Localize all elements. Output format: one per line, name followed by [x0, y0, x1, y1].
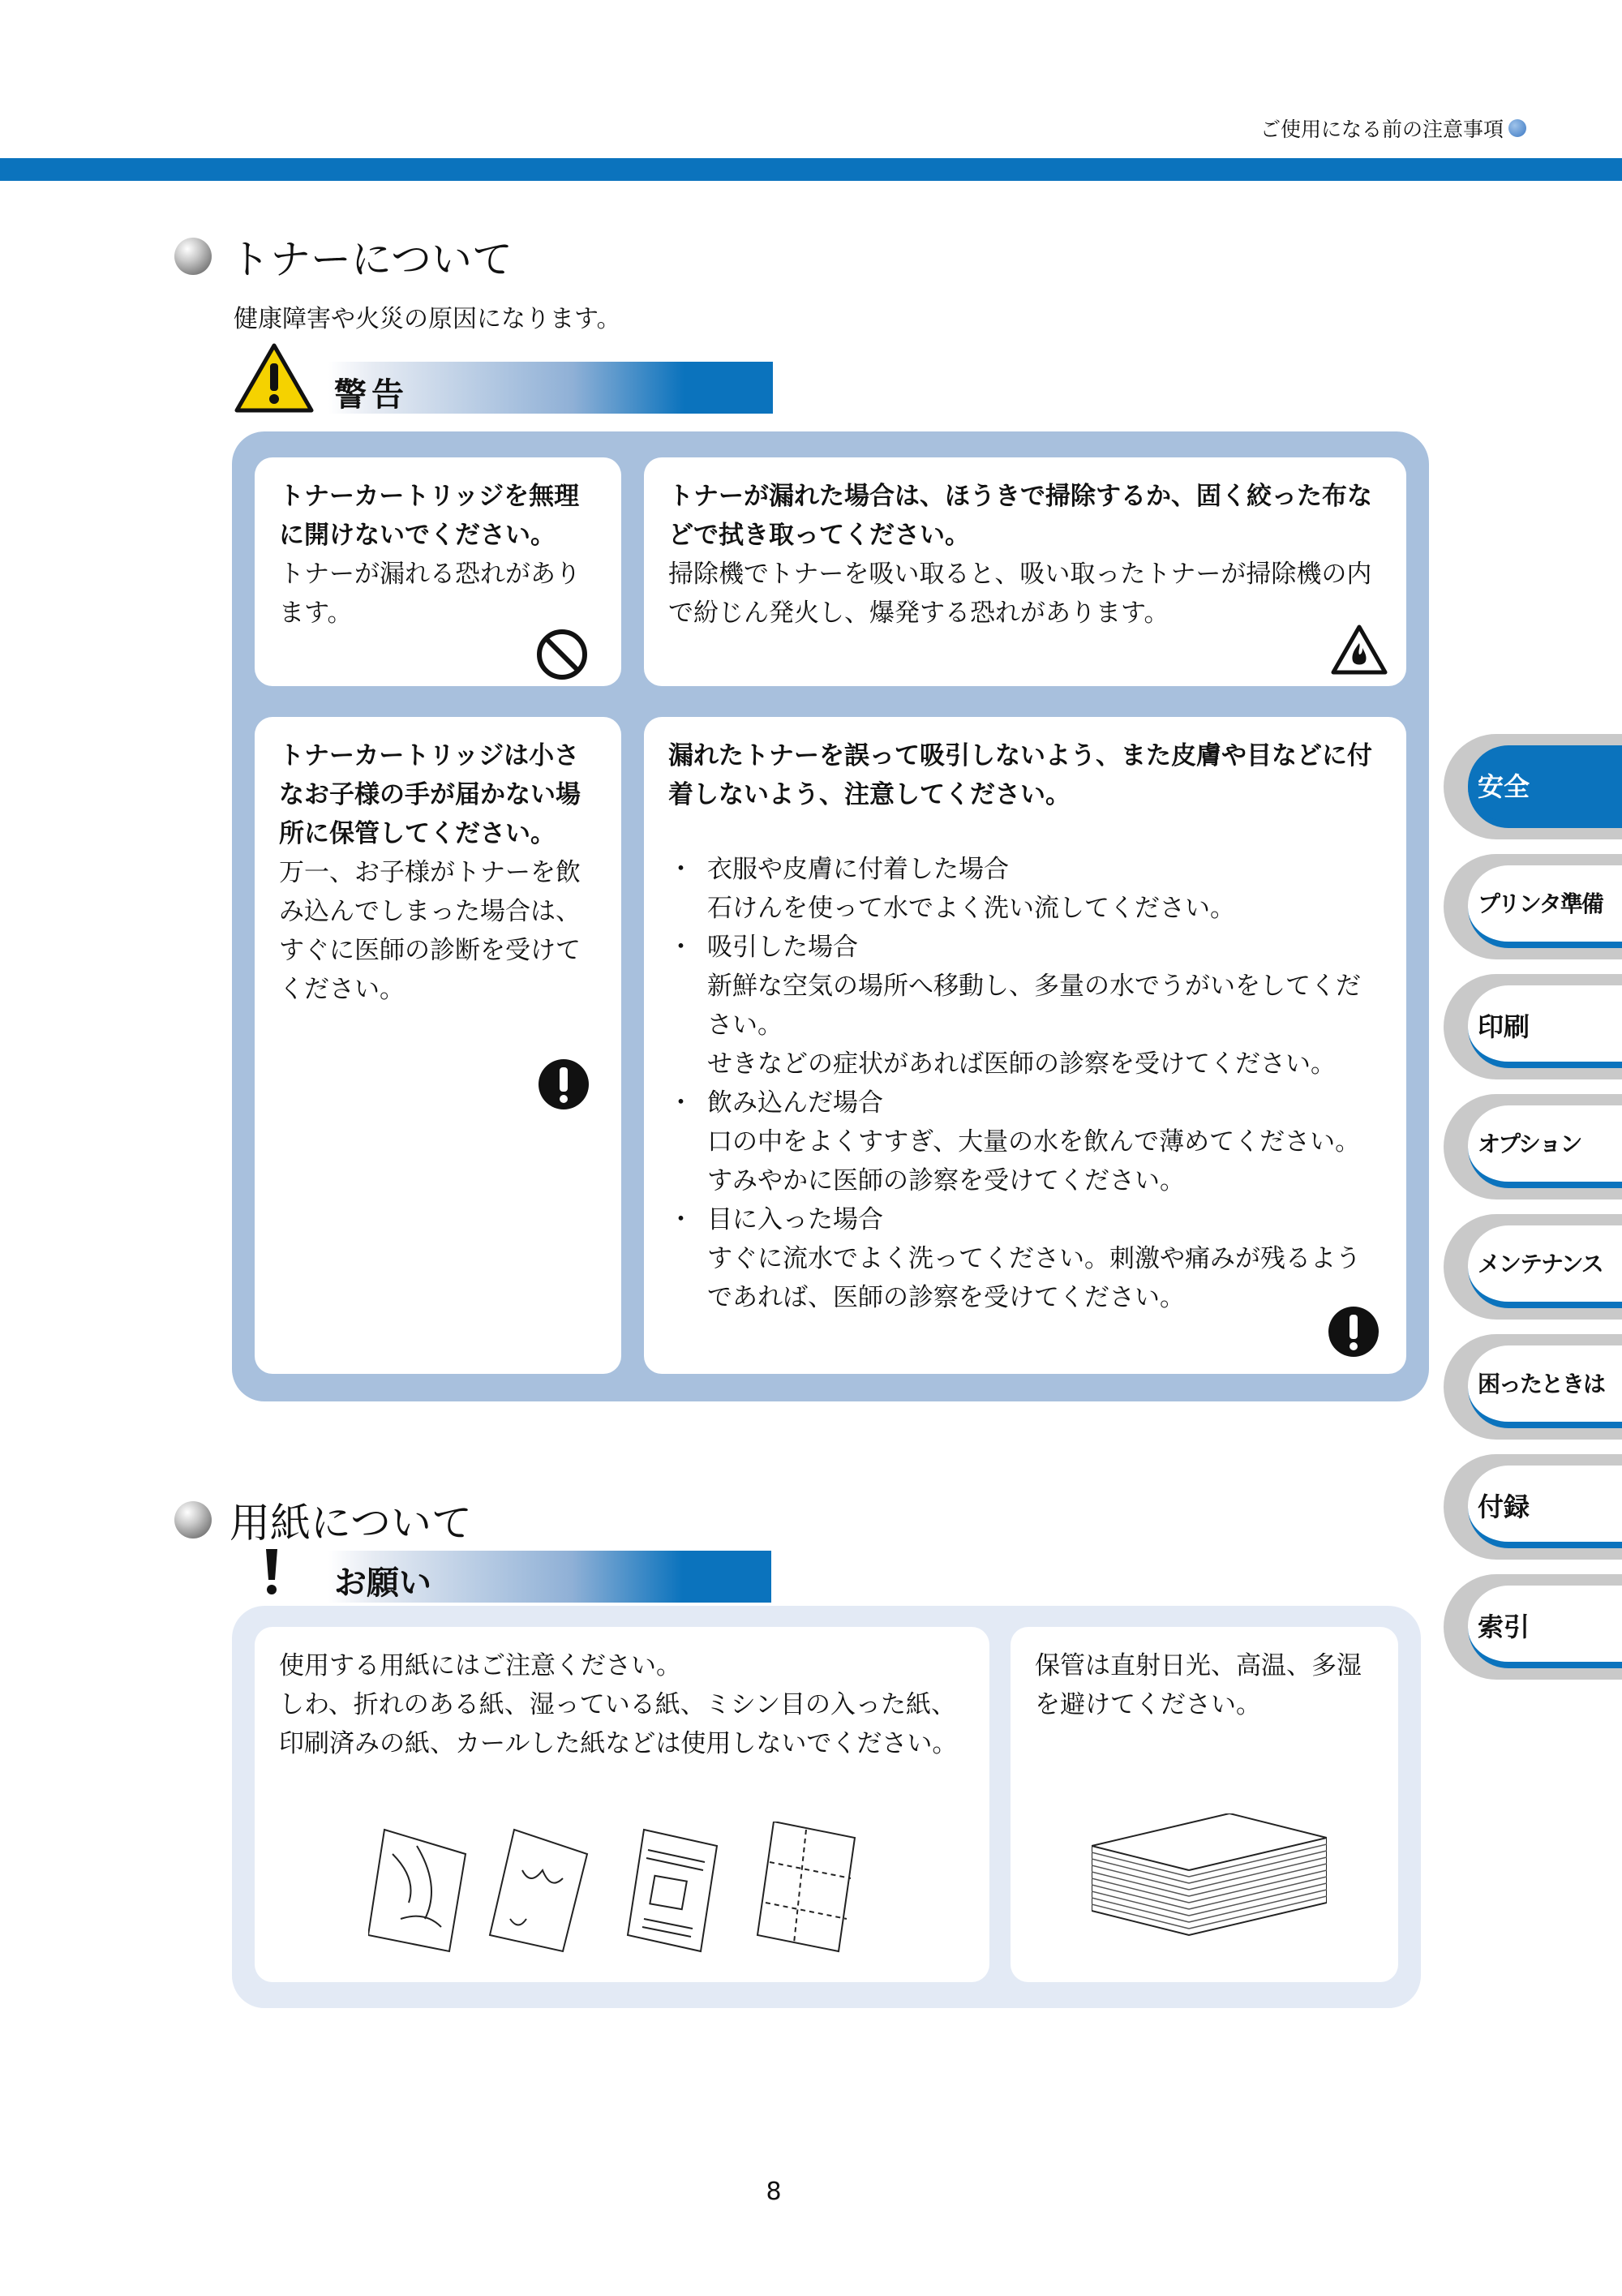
bullet: ・ [668, 855, 693, 884]
bullet: ・ [668, 933, 693, 962]
list-item-head: 飲み込んだ場合 [707, 1088, 883, 1118]
tab-safety[interactable] [1444, 734, 1622, 839]
header-dot-icon [1508, 119, 1526, 137]
tab-index[interactable] [1444, 1574, 1622, 1680]
tab-appendix[interactable] [1444, 1454, 1622, 1560]
paper-card-1 [255, 1627, 989, 1982]
bullet-ball-icon [174, 1501, 212, 1539]
exclamation-icon [261, 1547, 282, 1596]
paper-card-1-text2: しわ、折れのある紙、湿っている紙、ミシン目の入った紙、印刷済みの紙、カールした紙などは使用しないでください。 [279, 1690, 958, 1758]
list-item-line: 新鮮な空気の場所へ移動し、多量の水でうがいをしてください。 [707, 972, 1361, 1040]
paper-card-2-text1: 保管は直射日光、高温、多湿を避けてください。 [1035, 1651, 1362, 1719]
toner-title: トナーについて [230, 236, 513, 283]
tab-label: 印刷 [1478, 1011, 1530, 1042]
tab-options[interactable] [1444, 1094, 1622, 1199]
paper-stack-illustration [1092, 1813, 1327, 1943]
list-item-head: 目に入った場合 [707, 1205, 883, 1234]
tab-label: プリンタ準備 [1478, 891, 1603, 917]
tab-maintenance[interactable] [1444, 1214, 1622, 1320]
toner-first-aid-list [668, 850, 1382, 1317]
toner-card-1-bold: トナーカートリッジを無理に開けないでください。 [279, 482, 580, 550]
tab-label: 付録 [1478, 1491, 1530, 1522]
bullet-ball-icon [174, 238, 212, 275]
toner-card-4-bold: 漏れたトナーを誤って吸引しないよう、また皮膚や目などに付着しないよう、注意してください。 [668, 741, 1372, 809]
mandatory-icon [537, 1058, 590, 1111]
list-item [668, 1084, 1382, 1200]
list-item-head: 衣服や皮膚に付着した場合 [707, 855, 1009, 884]
page-number: 8 [766, 2178, 782, 2206]
toner-subtitle: 健康障害や火災の原因になります。 [234, 305, 621, 333]
header-title [1260, 114, 1526, 143]
paper-title: 用紙について [230, 1500, 472, 1547]
toner-card-3 [255, 717, 621, 1374]
toner-card-3-bold: トナーカートリッジは小さなお子様の手が届かない場所に保管してください。 [279, 741, 581, 848]
list-item-line: せきなどの症状があれば医師の診察を受けてください。 [707, 1049, 1336, 1079]
tab-label: オプション [1478, 1131, 1581, 1157]
prohibition-icon [535, 628, 589, 681]
toner-card-4 [644, 717, 1406, 1374]
damp-paper-icon [490, 1830, 587, 1951]
toner-card-1 [255, 457, 621, 686]
mandatory-icon [1327, 1305, 1380, 1358]
list-item [668, 1200, 1382, 1317]
bullet: ・ [668, 1205, 693, 1234]
list-item-line: すぐに流水でよく洗ってください。刺激や痛みが残るようであれば、医師の診察を受けてください。 [707, 1244, 1361, 1312]
tab-label: 困ったときは [1478, 1371, 1605, 1397]
toner-card-2-text: 掃除機でトナーを吸い取ると、吸い取ったトナーが掃除機の内で紛じん発火し、爆発する恐れがあります。 [668, 560, 1372, 628]
toner-warning-panel [232, 431, 1429, 1401]
paper-card-1-text1: 使用する用紙にはご注意ください。 [279, 1651, 681, 1680]
toner-section-title [174, 227, 513, 285]
paper-notice-panel [232, 1606, 1421, 2008]
tab-troubleshooting[interactable] [1444, 1334, 1622, 1440]
warning-banner-label: 警告 [334, 376, 409, 414]
header-bar [0, 158, 1622, 181]
header-title-text: ご使用になる前の注意事項 [1259, 118, 1504, 141]
tab-printer-setup[interactable] [1444, 854, 1622, 959]
paper-card-2 [1011, 1627, 1398, 1982]
list-item-line: 口の中をよくすすぎ、大量の水を飲んで薄めてください。すみやかに医師の診察を受けてください。 [707, 1127, 1361, 1195]
perforated-paper-icon [757, 1822, 855, 1951]
toner-card-2-bold: トナーが漏れた場合は、ほうきで掃除するか、固く絞った布などで拭き取ってください。 [668, 482, 1372, 550]
tab-label: 索引 [1478, 1611, 1530, 1642]
list-item [668, 850, 1382, 928]
list-item [668, 928, 1382, 1084]
list-item-head: 吸引した場合 [707, 933, 858, 962]
fire-warning-icon [1330, 624, 1388, 676]
list-item-line: 石けんを使って水でよく洗い流してください。 [707, 894, 1235, 923]
paper-section-title [174, 1491, 472, 1549]
tab-label: メンテナンス [1478, 1251, 1603, 1277]
toner-card-1-text: トナーが漏れる恐れがあります。 [279, 560, 581, 628]
toner-card-3-text: 万一、お子様がトナーを飲み込んでしまった場合は、すぐに医師の診断を受けてください。 [279, 858, 581, 1004]
wrinkled-paper-icon [368, 1830, 466, 1951]
warning-triangle-icon [234, 342, 315, 414]
tab-printing[interactable] [1444, 974, 1622, 1079]
tab-label: 安全 [1478, 771, 1530, 802]
toner-card-2 [644, 457, 1406, 686]
unsuitable-paper-illustration [368, 1822, 871, 1959]
notice-banner-label: お願い [334, 1564, 431, 1602]
bullet: ・ [668, 1088, 693, 1118]
